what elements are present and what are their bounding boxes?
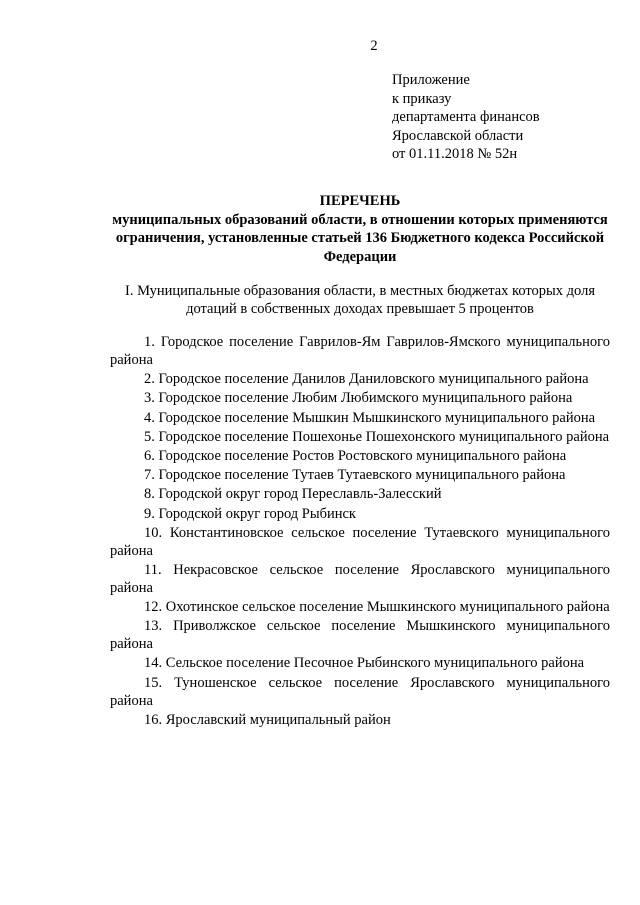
list-item: 13. Приволжское сельское поселение Мышкинского муниципального района bbox=[110, 618, 610, 653]
list-item: 1. Городское поселение Гаврилов-Ям Гаврилов-Ямского муниципального района bbox=[110, 334, 610, 368]
appendix-line: департамента финансов bbox=[392, 109, 540, 126]
list-item: 3. Городское поселение Любим Любимского муниципального района bbox=[144, 390, 573, 407]
appendix-line: Ярославской области bbox=[392, 127, 524, 144]
appendix-block bbox=[392, 71, 632, 164]
document-title-block bbox=[110, 192, 610, 266]
list-item: 4. Городское поселение Мышкин Мышкинского муниципального района bbox=[144, 409, 596, 426]
list-item: 2. Городское поселение Данилов Даниловского муниципального района bbox=[144, 371, 589, 388]
list-item: 10. Константиновское сельское поселение Тутаевского муниципального района bbox=[110, 524, 610, 559]
page-number: 2 bbox=[370, 38, 378, 54]
list-item: 14. Сельское поселение Песочное Рыбинского муниципального района bbox=[144, 655, 585, 672]
list-item: 7. Городское поселение Тутаев Тутаевского муниципального района bbox=[144, 467, 566, 484]
list-item: 6. Городское поселение Ростов Ростовского муниципального района bbox=[144, 447, 567, 464]
document-title: ПЕРЕЧЕНЬ bbox=[319, 193, 401, 209]
list-item: 8. Городской округ город Переславль-Залесский bbox=[144, 486, 442, 503]
list-item: 12. Охотинское сельское поселение Мышкинского муниципального района bbox=[144, 599, 610, 616]
document-subtitle: муниципальных образований области, в отношении которых применяются ограничения, установленные статьей 136 Бюджетного кодекса Российской Федерации bbox=[112, 211, 608, 265]
appendix-line: к приказу bbox=[392, 90, 452, 107]
list-item: 15. Туношенское сельское поселение Ярославского муниципального района bbox=[110, 674, 610, 709]
appendix-line: Приложение bbox=[392, 72, 470, 88]
list-item: 16. Ярославский муниципальный район bbox=[144, 711, 391, 728]
list-item: 5. Городское поселение Пошехонье Пошехонского муниципального района bbox=[144, 428, 610, 445]
list-item: 11. Некрасовское сельское поселение Ярославского муниципального района bbox=[110, 561, 610, 596]
section-heading: I. Муниципальные образования области, в местных бюджетах которых доля дотаций в собственных доходах превышает 5 процентов bbox=[125, 283, 595, 317]
appendix-line: от 01.11.2018 № 52н bbox=[392, 146, 518, 163]
municipality-list bbox=[110, 333, 610, 730]
list-item: 9. Городской округ город Рыбинск bbox=[144, 505, 356, 522]
